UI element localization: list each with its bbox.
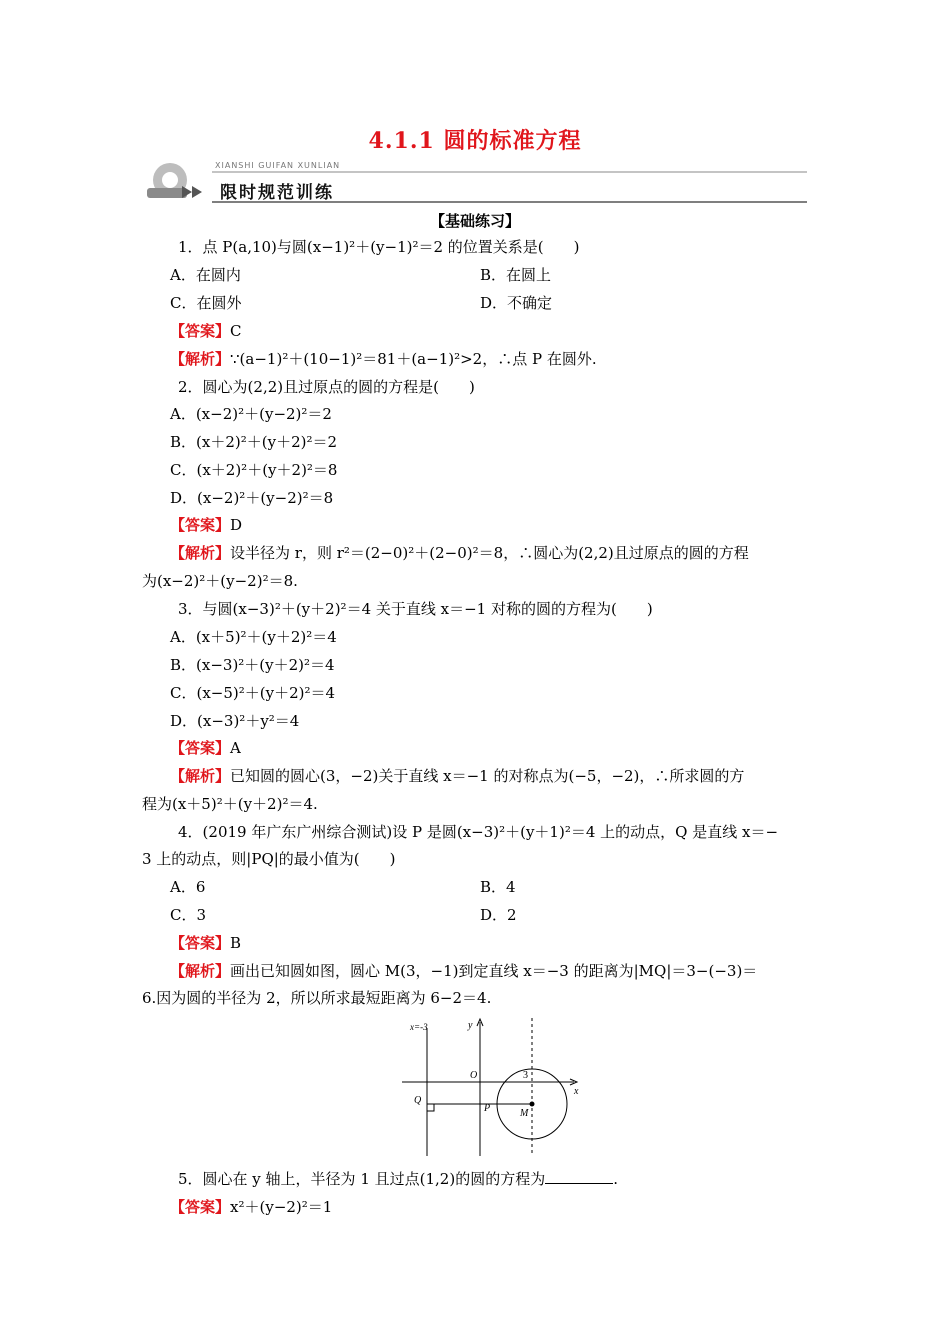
q3-stem: 3．与圆(x−3)²＋(y＋2)²＝4 关于直线 x＝−1 对称的圆的方程为( ) bbox=[178, 600, 653, 618]
q3-analysis-cont: 程为(x＋5)²＋(y＋2)²＝4. bbox=[142, 795, 318, 813]
fig-label-q: Q bbox=[414, 1095, 422, 1106]
q2-option-a: A．(x−2)²＋(y−2)²＝2 bbox=[170, 405, 332, 423]
q2-option-c: C．(x＋2)²＋(y＋2)²＝8 bbox=[170, 461, 338, 479]
q3-option-b: B．(x−3)²＋(y＋2)²＝4 bbox=[170, 656, 335, 674]
fig-label-o: O bbox=[470, 1070, 478, 1081]
q5-stem: 5．圆心在 y 轴上，半径为 1 且过点(1,2)的圆的方程为 . bbox=[178, 1170, 618, 1188]
q4-figure bbox=[402, 1016, 582, 1156]
q2-option-d: D．(x−2)²＋(y−2)²＝8 bbox=[170, 489, 334, 507]
q4-analysis-cont: 6.因为圆的半径为 2，所以所求最短距离为 6−2＝4. bbox=[142, 989, 492, 1007]
section-title: 【基础练习】 bbox=[429, 212, 520, 230]
q4-option-a: A．6 bbox=[170, 878, 206, 896]
q5-blank bbox=[545, 1169, 613, 1184]
q3-option-a: A．(x＋5)²＋(y＋2)²＝4 bbox=[170, 628, 337, 646]
q5-answer: 【答案】x²＋(y−2)²＝1 bbox=[170, 1198, 333, 1216]
q4-analysis: 【解析】画出已知圆如图，圆心 M(3，−1)到定直线 x＝−3 的距离为|MQ|＝3−(−3)＝ bbox=[170, 962, 758, 980]
fig-label-m: M bbox=[520, 1108, 529, 1119]
q1-option-d: D．不确定 bbox=[480, 294, 553, 312]
q4-answer: 【答案】B bbox=[170, 934, 242, 952]
q1-option-b: B．在圆上 bbox=[480, 266, 552, 284]
fig-label-p: P bbox=[484, 1103, 491, 1114]
fig-label-x: x bbox=[574, 1086, 579, 1097]
q1-stem: 1．点 P(a,10)与圆(x−1)²＋(y−1)²＝2 的位置关系是( ) bbox=[178, 238, 580, 256]
q3-option-c: C．(x−5)²＋(y＋2)²＝4 bbox=[170, 684, 336, 702]
q4-option-c: C．3 bbox=[170, 906, 207, 924]
q3-option-d: D．(x−3)²＋y²＝4 bbox=[170, 712, 300, 730]
q2-analysis: 【解析】设半径为 r，则 r²＝(2−0)²＋(2−0)²＝8，∴圆心为(2,2)且过原点的圆的方程 bbox=[170, 544, 749, 562]
q1-analysis: 【解析】∵(a−1)²＋(10−1)²＝81＋(a−1)²>2，∴点 P 在圆外. bbox=[170, 350, 597, 368]
q2-answer: 【答案】D bbox=[170, 516, 243, 534]
fig-label-y: y bbox=[468, 1020, 473, 1031]
q4-stem: 4．(2019 年广东广州综合测试)设 P 是圆(x−3)²＋(y＋1)²＝4 上的动点，Q 是直线 x＝− bbox=[178, 823, 779, 841]
q1-answer: 【答案】C bbox=[170, 322, 242, 340]
q4-option-d: D．2 bbox=[480, 906, 517, 924]
q4-stem-cont: 3 上的动点，则|PQ|的最小值为( ) bbox=[142, 850, 396, 868]
q2-option-b: B．(x＋2)²＋(y＋2)²＝2 bbox=[170, 433, 338, 451]
q1-option-c: C．在圆外 bbox=[170, 294, 242, 312]
q2-analysis-cont: 为(x−2)²＋(y−2)²＝8. bbox=[142, 572, 298, 590]
fig-label-line: x=-3 bbox=[410, 1022, 428, 1032]
q3-analysis: 【解析】已知圆的圆心(3，−2)关于直线 x＝−1 的对称点为(−5，−2)，∴所求圆的方 bbox=[170, 767, 745, 785]
fig-label-3: 3 bbox=[523, 1070, 528, 1081]
q2-stem: 2．圆心为(2,2)且过原点的圆的方程是( ) bbox=[178, 378, 475, 396]
q1-option-a: A．在圆内 bbox=[170, 266, 241, 284]
banner-subtitle: XIANSHI GUIFAN XUNLIAN bbox=[215, 161, 341, 170]
q4-option-b: B．4 bbox=[480, 878, 516, 896]
banner-label: 限时规范训练 bbox=[220, 183, 334, 203]
q3-answer: 【答案】A bbox=[170, 739, 241, 757]
page-title: 4.1.1 圆的标准方程 bbox=[368, 128, 582, 154]
